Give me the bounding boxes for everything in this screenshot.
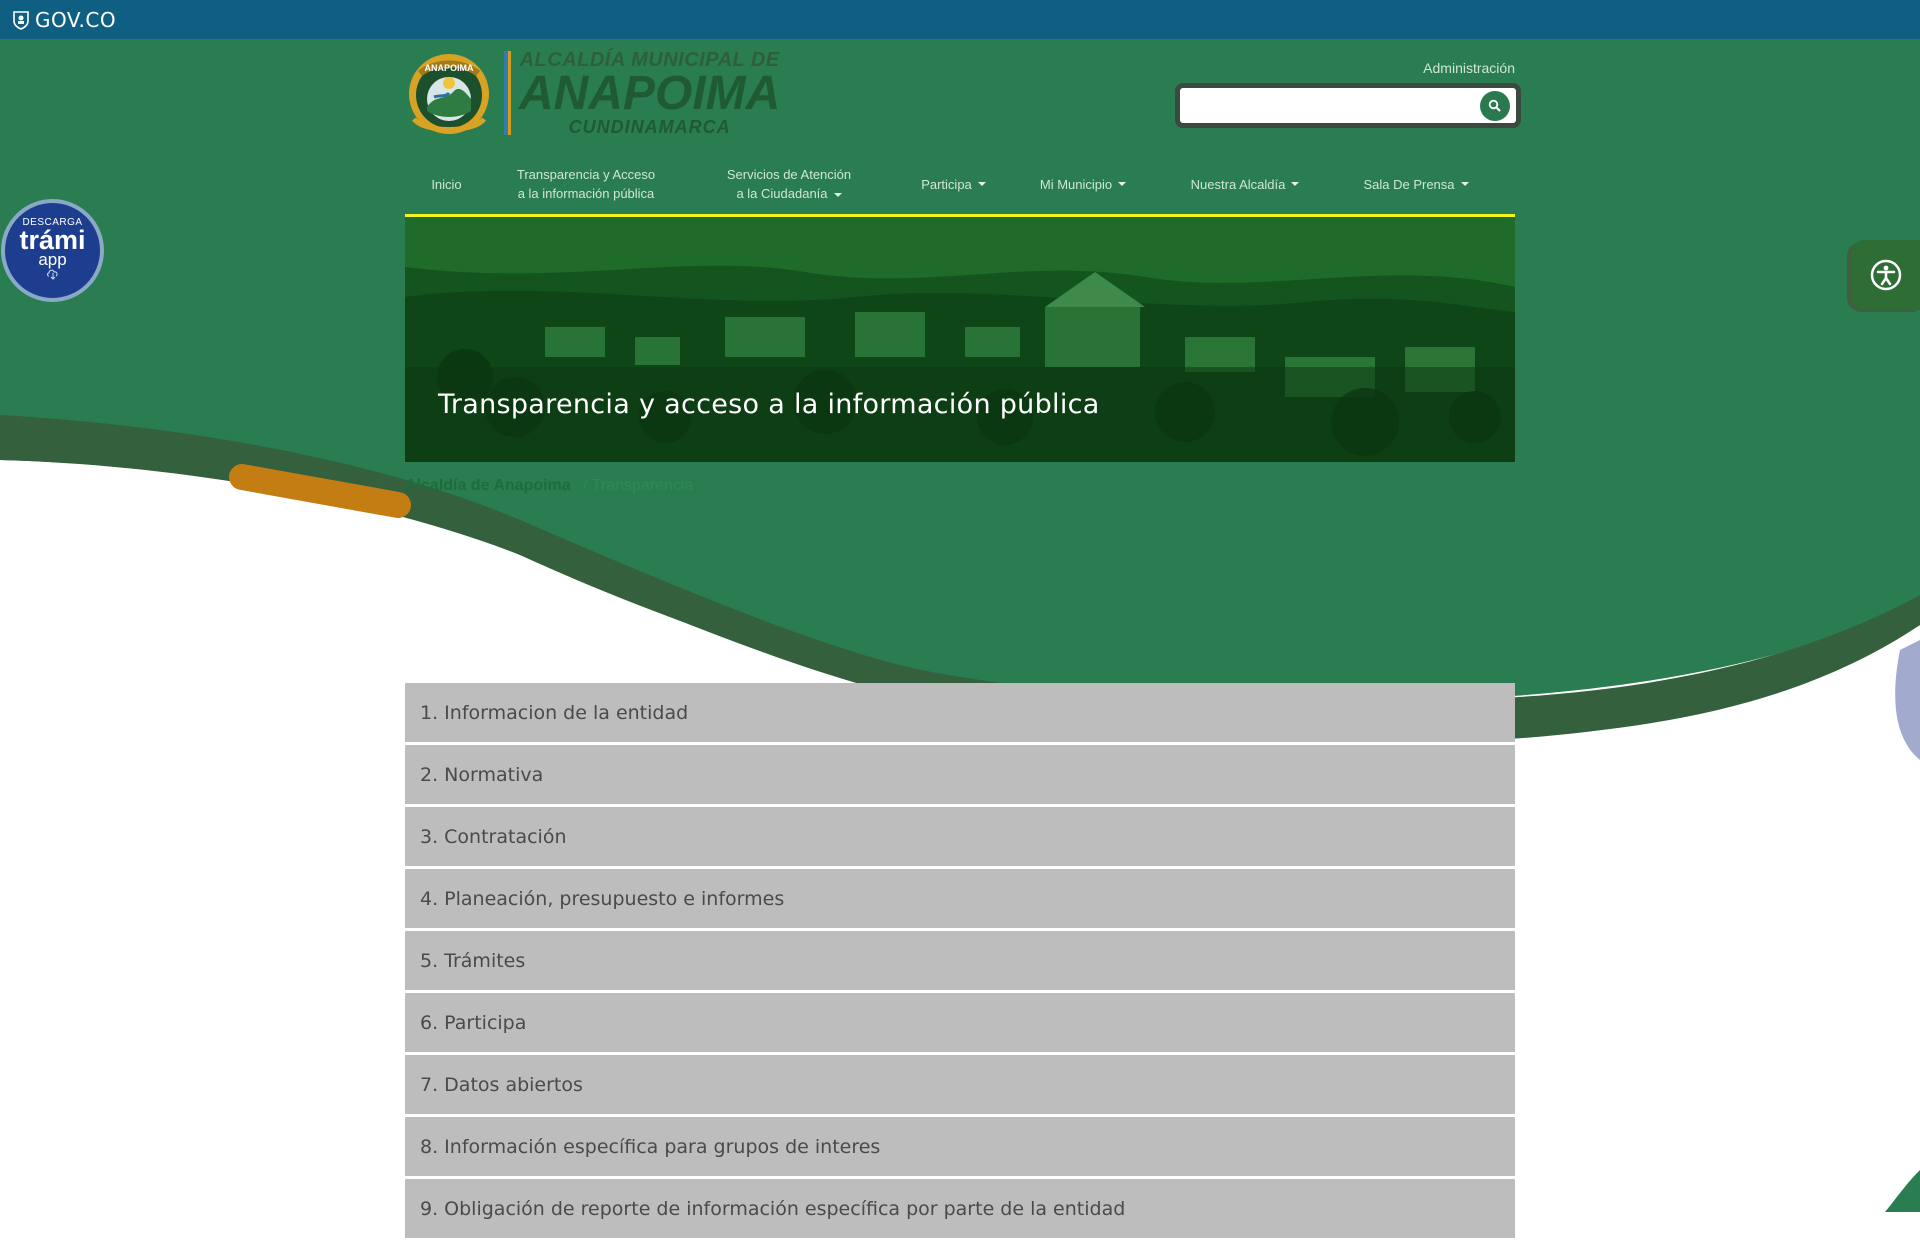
accordion-label: 9. Obligación de reporte de información específica por parte de la entidad xyxy=(420,1197,1126,1220)
nav-label: Participa xyxy=(921,176,972,192)
nav-item-transparencia[interactable] xyxy=(488,154,684,214)
search-icon xyxy=(1488,99,1502,113)
hero-banner xyxy=(405,217,1515,462)
accordion-item[interactable] xyxy=(405,683,1515,745)
trami-app-badge[interactable] xyxy=(1,199,104,302)
breadcrumb-home-link[interactable]: Alcaldía de Anapoima xyxy=(405,477,571,494)
trami-badge-main: trámi xyxy=(19,225,86,255)
nav-item-participa[interactable] xyxy=(894,154,1013,214)
accordion-label: 3. Contratación xyxy=(420,825,567,848)
crest-text: ANAPOIMA xyxy=(424,63,474,73)
accordion-label: 4. Planeación, presupuesto e informes xyxy=(420,887,785,910)
accordion-label: 1. Informacion de la entidad xyxy=(420,701,689,724)
nav-label-line2: a la información pública xyxy=(517,186,655,201)
accordion-item[interactable] xyxy=(405,1179,1515,1241)
banner-title: Transparencia y acceso a la información pública xyxy=(438,389,1100,420)
trami-badge-top: DESCARGA xyxy=(22,217,83,228)
nav-item-inicio[interactable] xyxy=(405,154,488,214)
site-logo[interactable] xyxy=(404,48,804,138)
breadcrumb-current: / Transparencia xyxy=(583,477,694,494)
accessibility-button[interactable] xyxy=(1851,240,1920,310)
logo-line-1: ALCALDÍA MUNICIPAL DE xyxy=(519,49,780,71)
nav-item-mi-municipio[interactable] xyxy=(1013,154,1153,214)
nav-label-line1: Servicios de Atención xyxy=(726,167,852,182)
municipal-crest-icon xyxy=(404,49,494,137)
town-panorama-image xyxy=(405,217,1515,462)
chevron-down-icon xyxy=(978,182,986,186)
accordion-item[interactable] xyxy=(405,807,1515,869)
accordion-label: 7. Datos abiertos xyxy=(420,1073,583,1096)
nav-item-sala-de-prensa[interactable] xyxy=(1337,154,1495,214)
search-button[interactable] xyxy=(1480,91,1510,121)
nav-label-line1: Transparencia y Acceso xyxy=(516,167,656,182)
accordion-item[interactable] xyxy=(405,931,1515,993)
accordion-label: 6. Participa xyxy=(420,1011,527,1034)
logo-text xyxy=(519,50,780,136)
nav-item-nuestra-alcaldia[interactable] xyxy=(1153,154,1337,214)
breadcrumb xyxy=(405,477,693,495)
search-box xyxy=(1175,83,1521,128)
chevron-down-icon xyxy=(1291,182,1299,186)
accordion-label: 8. Información específica para grupos de interes xyxy=(420,1135,881,1158)
chevron-down-icon xyxy=(1461,182,1469,186)
nav-label: Nuestra Alcaldía xyxy=(1190,176,1286,192)
nav-item-servicios[interactable] xyxy=(684,154,894,214)
chevron-down-icon xyxy=(834,193,842,197)
accordion-label: 5. Trámites xyxy=(420,949,526,972)
gov-co-label: GOV.CO xyxy=(35,7,117,32)
main-nav xyxy=(405,154,1515,214)
gov-bar xyxy=(0,0,1920,39)
logo-line-3: CUNDINAMARCA xyxy=(568,117,731,137)
nav-label: Mi Municipio xyxy=(1039,176,1113,192)
accordion-item[interactable] xyxy=(405,869,1515,931)
accessibility-icon xyxy=(1870,259,1902,291)
chevron-down-icon xyxy=(1118,182,1126,186)
nav-label-line2: a la Ciudadanía xyxy=(736,186,828,201)
trami-badge-sub: app xyxy=(38,250,67,269)
gov-co-link[interactable] xyxy=(12,8,116,32)
logo-divider xyxy=(504,51,511,135)
accordion-label: 2. Normativa xyxy=(420,763,544,786)
logo-line-2: ANAPOIMA xyxy=(519,67,781,120)
accordion-item[interactable] xyxy=(405,1117,1515,1179)
accordion-item[interactable] xyxy=(405,745,1515,807)
transparency-accordion xyxy=(405,683,1515,1241)
search-input[interactable] xyxy=(1188,89,1482,123)
admin-link[interactable]: Administración xyxy=(1423,60,1515,76)
nav-label: Inicio xyxy=(431,176,462,192)
accordion-item[interactable] xyxy=(405,1055,1515,1117)
colombia-shield-icon xyxy=(12,10,30,30)
nav-label: Sala De Prensa xyxy=(1363,176,1455,192)
cloud-download-icon xyxy=(46,268,60,280)
accordion-item[interactable] xyxy=(405,993,1515,1055)
